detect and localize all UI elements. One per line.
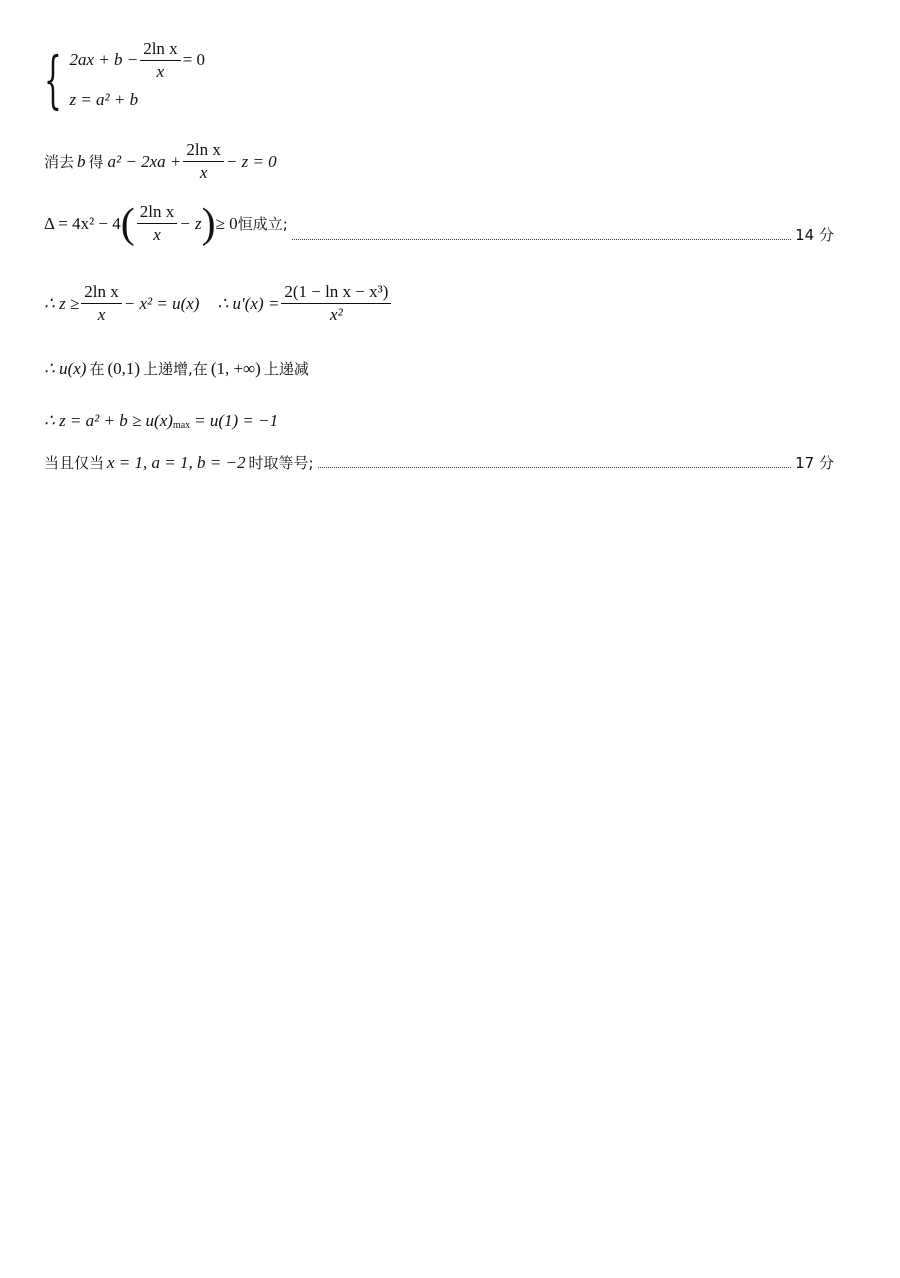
derivative-fraction — [281, 282, 391, 325]
eq1-left: 2ax + b − — [69, 50, 139, 69]
always-holds-text: 恒成立; — [237, 215, 288, 233]
leader-dots — [292, 238, 791, 240]
var-b: b — [77, 151, 86, 171]
u-definition-line — [44, 282, 393, 325]
delta-numerator: 2ln x — [137, 202, 177, 224]
min-value-line — [44, 410, 278, 431]
delta-right: ≥ 0 — [215, 213, 238, 233]
delta-denominator: x — [153, 225, 161, 244]
z-bound: ∴ z = a² + b ≥ u(x) — [44, 410, 173, 430]
eq1-denominator: x — [156, 61, 165, 81]
system-eq-2 — [69, 80, 205, 120]
u-numerator: 2ln x — [81, 282, 121, 304]
interval-2: (1, +∞) — [210, 358, 261, 378]
eliminate-text: 消去 — [44, 153, 75, 171]
eq1-fraction — [140, 39, 180, 82]
increasing-text: 上递增,在 — [143, 360, 208, 378]
left-brace: { — [44, 43, 62, 116]
derivative-denominator: x² — [330, 305, 343, 324]
delta-fraction — [137, 202, 177, 245]
right-paren: ) — [201, 200, 216, 247]
delta-left: Δ = 4x² − 4 — [44, 213, 121, 233]
eq1-numerator: 2ln x — [140, 39, 180, 61]
on-text-1: 在 — [89, 360, 105, 378]
equality-text: 时取等号; — [248, 454, 314, 472]
derivative-numerator: 2(1 − ln x − x³) — [281, 282, 391, 304]
iff-text: 当且仅当 — [44, 454, 105, 472]
score-14: 14 分 — [795, 226, 834, 244]
interval-1: (0,1) — [107, 358, 141, 378]
line2-denominator: x — [199, 163, 208, 182]
eliminate-b-line — [44, 140, 277, 183]
eq1-right: = 0 — [182, 50, 206, 69]
u-derivative-label: ∴ u′(x) = — [217, 293, 280, 313]
get-text: 得 — [88, 153, 104, 171]
eq2: z = a² + b — [69, 90, 139, 109]
max-subscript: max — [172, 420, 191, 431]
equality-line — [44, 452, 834, 473]
u-def: − x² = u(x) — [123, 293, 200, 313]
u-fraction — [81, 282, 121, 325]
u-x: ∴ u(x) — [44, 358, 87, 378]
decreasing-text: 上递减 — [263, 360, 309, 378]
line2-expr-right: − z = 0 — [225, 151, 277, 171]
leader-dots-2 — [318, 466, 792, 468]
line2-fraction — [183, 140, 223, 183]
u-1-value: = u(1) = −1 — [194, 410, 279, 430]
line2-expr-left: a² − 2xa + — [107, 151, 182, 171]
discriminant-line — [44, 202, 834, 245]
u-denominator: x — [97, 305, 106, 324]
equality-condition: x = 1, a = 1, b = −2 — [107, 452, 246, 472]
line2-numerator: 2ln x — [183, 140, 223, 162]
z-geq: ∴ z ≥ — [44, 293, 80, 313]
score-17: 17 分 — [795, 454, 834, 472]
monotonicity-line — [44, 358, 309, 379]
left-paren: ( — [120, 200, 135, 247]
equation-system — [44, 40, 205, 120]
delta-inner: − z — [179, 213, 202, 233]
system-eq-1 — [69, 40, 205, 80]
